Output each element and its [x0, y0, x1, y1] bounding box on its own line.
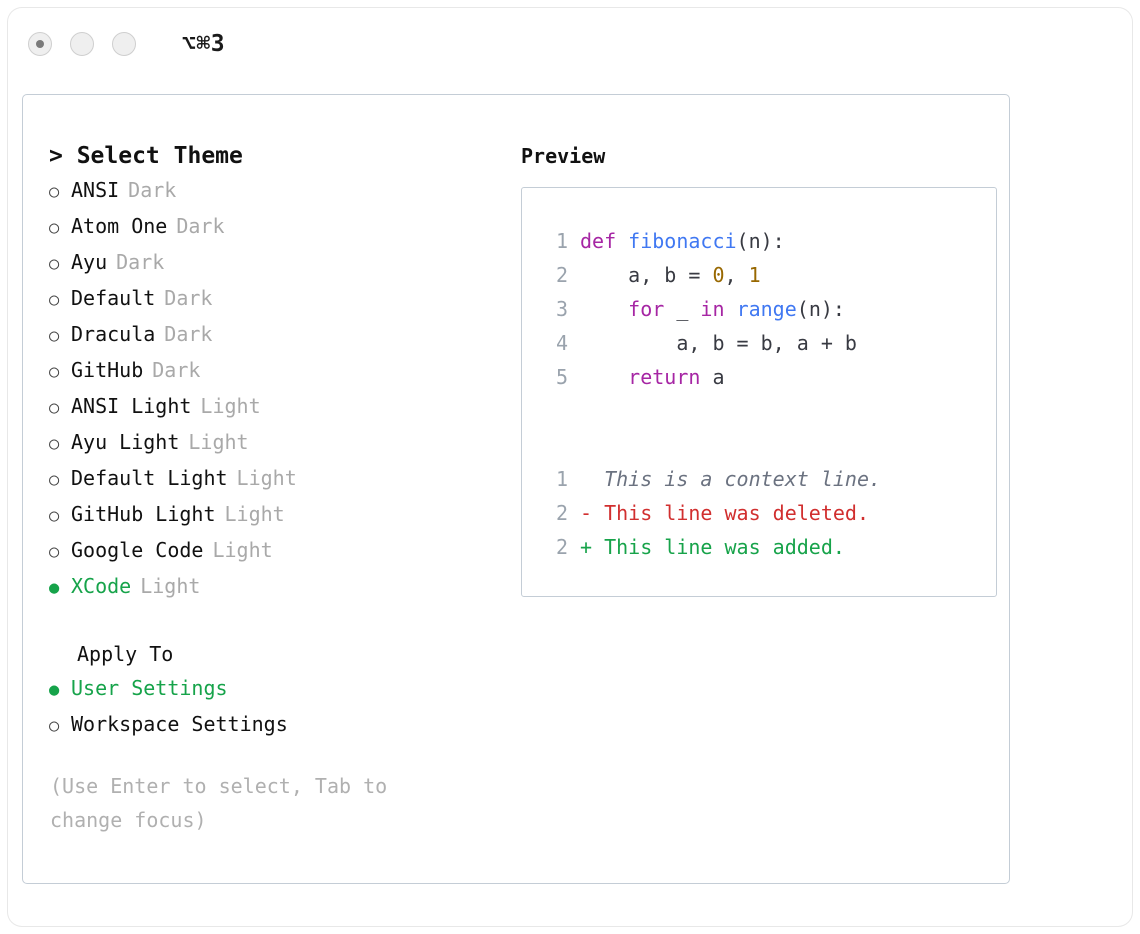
radio-unselected-icon: ○	[49, 542, 60, 562]
code-token: a, b = b, a + b	[580, 331, 857, 355]
app-window	[8, 8, 1132, 926]
theme-name: Dracula	[71, 322, 156, 346]
theme-name: ANSI Light	[71, 394, 192, 418]
theme-option[interactable]	[49, 317, 499, 353]
theme-option[interactable]	[49, 245, 499, 281]
code-token: range	[736, 297, 797, 321]
code-token: def	[580, 229, 629, 253]
code-token	[580, 297, 628, 321]
diff-line	[544, 496, 974, 530]
title-bar	[8, 8, 1132, 80]
theme-option[interactable]	[49, 497, 499, 533]
theme-name: ANSI	[71, 178, 120, 202]
theme-picker-panel	[22, 94, 1010, 884]
radio-unselected-icon: ○	[49, 434, 60, 454]
theme-name: Default Light	[71, 466, 228, 490]
code-line	[544, 258, 974, 292]
apply-to-option[interactable]	[49, 671, 499, 707]
line-number: 2	[555, 263, 568, 287]
diff-text: + This line was added.	[580, 535, 845, 559]
window-dot-minimize[interactable]	[70, 32, 94, 56]
apply-to-option[interactable]	[49, 707, 499, 743]
radio-unselected-icon: ○	[49, 398, 60, 418]
code-line	[544, 224, 974, 258]
code-token: a	[700, 365, 725, 389]
theme-variant: Dark	[152, 358, 201, 382]
code-line	[544, 360, 974, 394]
theme-list-column	[49, 139, 499, 837]
theme-option[interactable]	[49, 353, 499, 389]
code-token: ,	[724, 263, 749, 287]
radio-selected-icon: ●	[49, 578, 60, 598]
code-sample	[544, 224, 974, 394]
theme-name: Google Code	[71, 538, 204, 562]
theme-name: XCode	[71, 574, 132, 598]
code-token: return	[628, 365, 701, 389]
theme-option[interactable]	[49, 533, 499, 569]
code-token: in	[700, 297, 725, 321]
code-token	[580, 365, 628, 389]
theme-variant: Light	[140, 574, 201, 598]
theme-option[interactable]	[49, 569, 499, 605]
theme-option[interactable]	[49, 209, 499, 245]
diff-line	[544, 462, 974, 496]
theme-option[interactable]	[49, 173, 499, 209]
theme-variant: Dark	[164, 322, 213, 346]
apply-to-list[interactable]	[49, 671, 499, 743]
radio-unselected-icon: ○	[49, 218, 60, 238]
code-token: (n):	[796, 297, 845, 321]
theme-name: Atom One	[71, 214, 168, 238]
theme-name: Ayu	[71, 250, 108, 274]
radio-unselected-icon: ○	[49, 182, 60, 202]
code-token: 0	[712, 263, 725, 287]
diff-line	[544, 530, 974, 564]
select-theme-heading: > Select Theme	[49, 143, 243, 169]
theme-option[interactable]	[49, 461, 499, 497]
keyboard-shortcut-label: ⌥⌘3	[182, 31, 226, 57]
radio-unselected-icon: ○	[49, 326, 60, 346]
theme-option[interactable]	[49, 425, 499, 461]
theme-option[interactable]	[49, 281, 499, 317]
theme-variant: Light	[188, 430, 249, 454]
line-number: 2	[555, 501, 568, 525]
theme-name: Default	[71, 286, 156, 310]
line-number: 1	[555, 229, 568, 253]
diff-sample	[544, 462, 974, 564]
theme-variant: Light	[224, 502, 285, 526]
radio-selected-icon: ●	[49, 680, 60, 700]
radio-unselected-icon: ○	[49, 362, 60, 382]
diff-text: This is a context line.	[580, 467, 882, 491]
preview-heading: Preview	[521, 144, 606, 168]
line-number: 3	[555, 297, 568, 321]
code-line	[544, 326, 974, 360]
theme-variant: Dark	[164, 286, 213, 310]
apply-to-heading: Apply To	[77, 642, 174, 666]
preview-column	[499, 139, 1009, 837]
window-dot-close[interactable]	[28, 32, 52, 56]
code-token: (n):	[736, 229, 785, 253]
theme-variant: Light	[212, 538, 273, 562]
radio-unselected-icon: ○	[49, 254, 60, 274]
window-dot-zoom[interactable]	[112, 32, 136, 56]
code-token: _	[664, 297, 701, 321]
code-token: fibonacci	[628, 229, 737, 253]
radio-unselected-icon: ○	[49, 290, 60, 310]
radio-unselected-icon: ○	[49, 470, 60, 490]
code-token: for	[628, 297, 665, 321]
theme-variant: Light	[236, 466, 297, 490]
radio-unselected-icon: ○	[49, 506, 60, 526]
theme-option[interactable]	[49, 389, 499, 425]
apply-to-label: User Settings	[71, 676, 228, 700]
theme-variant: Dark	[128, 178, 177, 202]
theme-variant: Light	[200, 394, 261, 418]
line-number: 5	[555, 365, 568, 389]
theme-list[interactable]	[49, 173, 499, 605]
keyboard-hint: (Use Enter to select, Tab to change focus)	[50, 774, 388, 832]
line-number: 4	[555, 331, 568, 355]
preview-box	[521, 187, 997, 597]
theme-name: GitHub	[71, 358, 144, 382]
theme-variant: Dark	[116, 250, 165, 274]
code-line	[544, 292, 974, 326]
apply-to-label: Workspace Settings	[71, 712, 288, 736]
radio-unselected-icon: ○	[49, 716, 60, 736]
line-number: 1	[555, 467, 568, 491]
diff-text: - This line was deleted.	[580, 501, 869, 525]
theme-name: Ayu Light	[71, 430, 180, 454]
code-token: a, b =	[580, 263, 713, 287]
code-token: 1	[748, 263, 761, 287]
theme-variant: Dark	[176, 214, 225, 238]
code-token	[725, 297, 737, 321]
theme-name: GitHub Light	[71, 502, 216, 526]
line-number: 2	[555, 535, 568, 559]
